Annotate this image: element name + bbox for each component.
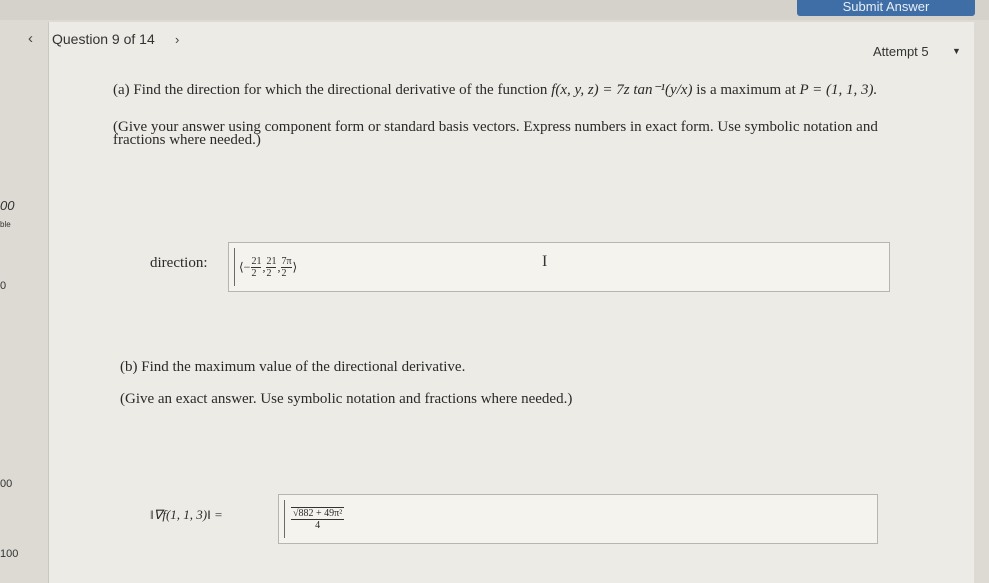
part-a-prompt	[113, 80, 877, 100]
part-b-prompt: (b) Find the maximum value of the directional derivative.	[120, 359, 466, 375]
c2-denominator: 2	[266, 267, 276, 279]
part-a-instruction-line1: (Give your answer using component form or standard basis vectors. Express numbers in exact form. Use symbolic notation and	[113, 119, 878, 135]
gradient-norm-label: ‖∇f(1, 1, 3)‖ =	[150, 507, 223, 522]
side-score: 00	[0, 198, 15, 213]
side-score: 00	[0, 478, 13, 490]
component-2	[266, 256, 276, 279]
sqrt-denominator: 4	[291, 519, 344, 531]
c2-numerator: 21	[266, 255, 277, 267]
c3-denominator: 2	[281, 267, 291, 279]
max-value-answer-box[interactable]	[278, 494, 878, 544]
side-score: 0	[0, 280, 7, 292]
side-score-sub: ble	[0, 220, 11, 229]
sqrt-fraction	[291, 507, 344, 531]
component-1	[251, 256, 261, 279]
next-question-chevron-icon[interactable]: ›	[175, 32, 180, 47]
attempt-selector[interactable]: Attempt 5	[873, 44, 929, 59]
submit-answer-button[interactable]: Submit Answer	[797, 0, 975, 16]
angle-open: ⟨−	[239, 259, 251, 274]
direction-answer-box[interactable]	[228, 242, 890, 292]
numerator-text: 882 + 49π²	[298, 508, 343, 519]
point-expression: P = (1, 1, 3).	[799, 82, 878, 98]
caret-down-icon[interactable]: ▼	[952, 46, 961, 56]
component-3	[281, 256, 291, 279]
c1-numerator: 21	[251, 255, 262, 267]
part-a-prompt-mid: is a maximum at	[692, 82, 800, 98]
side-score: 100	[0, 548, 19, 560]
direction-input[interactable]: ⟨− $\frac{21}{2}$ , $\frac{21}{2}$ , $\frac{7\pi}{2}$ ⟩	[234, 248, 334, 286]
question-counter: Question 9 of 14	[52, 31, 155, 47]
text-cursor-icon: I	[542, 253, 548, 270]
c3-numerator: 7π	[281, 255, 292, 267]
sqrt-numerator: √882 + 49π²	[293, 508, 343, 519]
part-b-instruction: (Give an exact answer. Use symbolic notation and fractions where needed.)	[120, 391, 573, 407]
part-a-prompt-text: (a) Find the direction for which the directional derivative of the function	[113, 82, 552, 98]
angle-close: ⟩	[292, 259, 298, 274]
direction-label: direction:	[150, 255, 208, 271]
c1-denominator: 2	[251, 267, 261, 279]
max-value-input[interactable]	[284, 500, 368, 538]
part-a-instruction-line2: fractions where needed.)	[113, 132, 261, 148]
previous-question-chevron-icon[interactable]: ‹	[28, 30, 33, 47]
function-expression: f(x, y, z) = 7z tan⁻¹(y/x)	[551, 82, 693, 98]
